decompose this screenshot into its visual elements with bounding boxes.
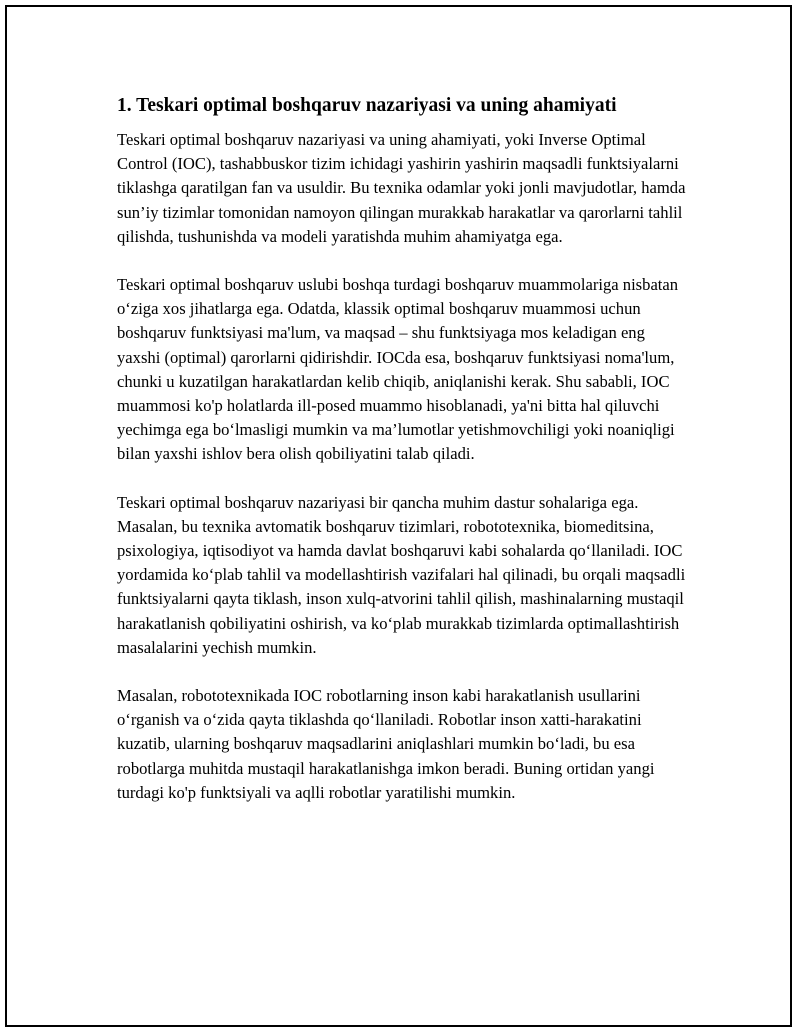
section-heading: 1. Teskari optimal boshqaruv nazariyasi va uning ahamiyati <box>117 95 617 116</box>
paragraph-1: Teskari optimal boshqaruv nazariyasi va uning ahamiyati, yoki Inverse Optimal Control (IOC), tashabbuskor tizim ichidagi yashirin yashirin maqsadli funktsiyalarni tiklashga qaratilgan fan va usuldir. Bu texnika odamlar yoki jonli mavjudotlar, hamda sun’iy tizimlar tomonidan namoyon qilingan murakkab harakatlar va qarorlarni tahlil qilishda, tushunishda va modeli yaratishda muhim ahamiyatga ega. <box>117 130 686 246</box>
paragraph-2: Teskari optimal boshqaruv uslubi boshqa turdagi boshqaruv muammolariga nisbatan o‘ziga xos jihatlarga ega. Odatda, klassik optimal boshqaruv muammosi uchun boshqaruv funktsiyasi ma'lum, va maqsad – shu funktsiyaga mos keladigan eng yaxshi (optimal) qarorlarni qidirishdir. IOCda esa, boshqaruv funktsiyasi noma'lum, chunki u kuzatilgan harakatlardan kelib chiqib, aniqlanishi kerak. Shu sababli, IOC muammosi ko'p holatlarda ill-posed muammo hisoblanadi, ya'ni bitta hal qiluvchi yechimga ega bo‘lmasligi mumkin va ma’lumotlar yetishmovchiligi yoki noaniqligi bilan yaxshi ishlov bera olish qobiliyatini talab qiladi. <box>117 275 679 464</box>
document-body <box>117 93 689 829</box>
paragraph-4: Masalan, robototexnikada IOC robotlarning inson kabi harakatlanish usullarini o‘rganish va o‘zida qayta tiklashda qo‘llaniladi. Robotlar inson xatti-harakatini kuzatib, ularning boshqaruv maqsadlarini aniqlashlari mumkin bo‘ladi, bu esa robotlarga muhitda mustaqil harakatlanishga imkon beradi. Buning ortidan yangi turdagi ko'p funktsiyali va aqlli robotlar yaratilishi mumkin. <box>117 686 655 802</box>
paragraph-3: Teskari optimal boshqaruv nazariyasi bir qancha muhim dastur sohalariga ega. Masalan, bu texnika avtomatik boshqaruv tizimlari, robototexnika, biomeditsina, psixologiya, iqtisodiyot va hamda davlat boshqaruvi kabi sohalarda qo‘llaniladi. IOC yordamida ko‘plab tahlil va modellashtirish vazifalari hal qilinadi, bu orqali maqsadli funktsiyalarni qayta tiklash, inson xulq-atvorini tahlil qilish, mashinalarning mustaqil harakatlanish qobiliyatini oshirish, va ko‘plab murakkab tizimlarda optimallashtirish masalalarini yechish mumkin. <box>117 492 686 657</box>
